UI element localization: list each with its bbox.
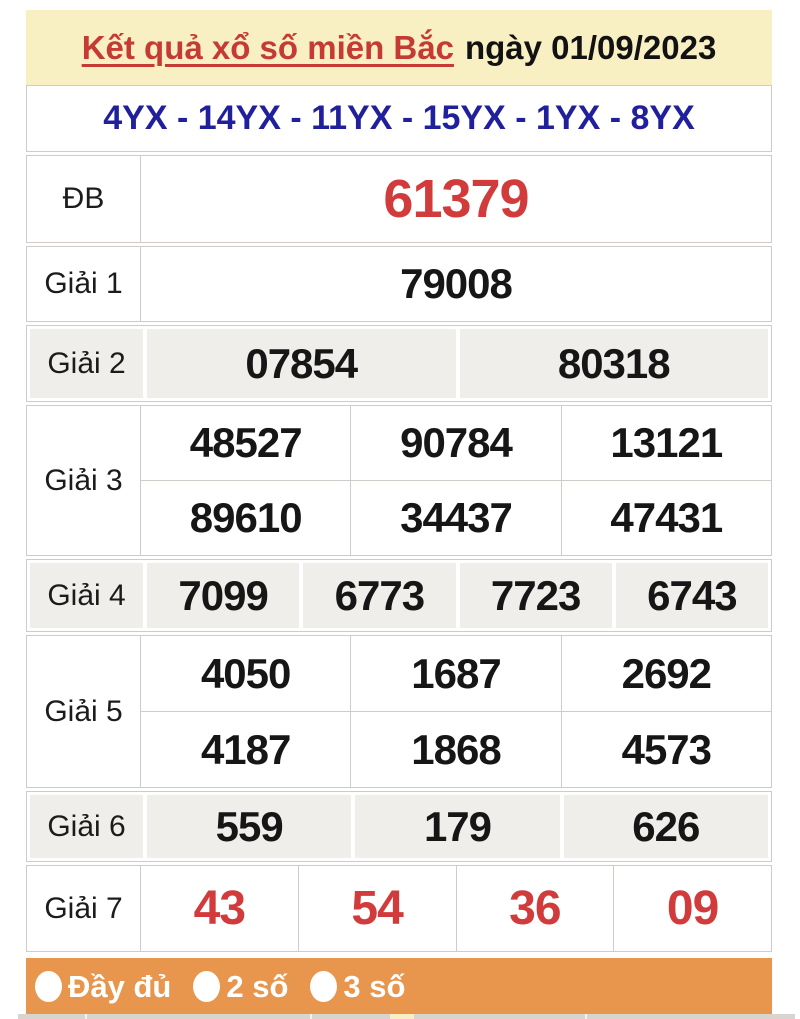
prize-number: 09 [613, 866, 771, 951]
prize-number: 4050 [200, 649, 291, 697]
prize-number: 2692 [561, 636, 771, 711]
prize-label: Giải 5 [27, 636, 141, 787]
prize-number: 79008 [400, 260, 512, 307]
prize-row-4 [26, 559, 772, 632]
prize-row-3 [26, 405, 772, 556]
prize-number: 626 [564, 795, 768, 858]
radio-icon[interactable] [35, 971, 62, 1002]
prize-number: 1687 [350, 636, 560, 711]
prize-label: ĐB [27, 156, 141, 242]
filter-option-label: 2 số [226, 968, 289, 1004]
prize-label: Giải 4 [30, 563, 143, 628]
prize-number: 7099 [147, 563, 299, 628]
prize-number: 6773 [303, 563, 455, 628]
prize-number: 48527 [189, 419, 302, 466]
prize-number: 36 [456, 866, 614, 951]
prize-number: 07854 [147, 329, 456, 398]
radio-icon[interactable] [193, 971, 220, 1002]
filter-option-label: Đầy đủ [68, 968, 172, 1004]
prize-number: 7723 [460, 563, 612, 628]
results-date: ngày 01/09/2023 [464, 28, 717, 66]
prize-row-5 [26, 635, 772, 788]
prize-number: 559 [147, 795, 351, 858]
filter-option-full[interactable] [35, 969, 171, 1005]
prize-number: 47431 [561, 481, 771, 555]
prize-number: 61379 [383, 169, 529, 229]
prize-label: Giải 3 [27, 406, 141, 555]
next-section-peek [18, 1014, 795, 1019]
station-codes-row [26, 85, 772, 152]
prize-row-6 [26, 791, 772, 862]
prize-number: 179 [355, 795, 559, 858]
prize-label: Giải 7 [27, 866, 141, 951]
prize-number: 34437 [350, 481, 560, 555]
results-table [26, 152, 772, 952]
lottery-results-panel [26, 10, 772, 1015]
prize-number: 1868 [350, 712, 560, 787]
prize-label: Giải 6 [30, 795, 143, 858]
prize-row-7 [26, 865, 772, 952]
filter-option-label: 3 số [343, 968, 406, 1004]
results-title-link[interactable]: Kết quả xổ số miền Bắc [81, 28, 454, 66]
prize-number: 89610 [189, 494, 302, 541]
results-header [26, 10, 772, 85]
prize-number: 43 [193, 882, 246, 935]
radio-icon[interactable] [310, 971, 337, 1002]
prize-label: Giải 2 [30, 329, 143, 398]
prize-row-1 [26, 246, 772, 322]
filter-option-3-digits[interactable] [310, 969, 405, 1005]
prize-number: 80318 [460, 329, 769, 398]
prize-label: Giải 1 [27, 247, 141, 321]
prize-number: 4573 [561, 712, 771, 787]
prize-number: 13121 [561, 406, 771, 480]
peek-divider [310, 1014, 312, 1019]
prize-row-2 [26, 325, 772, 402]
display-mode-bar [26, 958, 772, 1015]
filter-option-2-digits[interactable] [193, 969, 288, 1005]
prize-number: 6743 [616, 563, 768, 628]
peek-divider [85, 1014, 87, 1019]
peek-divider [585, 1014, 587, 1019]
prize-number: 4187 [200, 725, 291, 773]
prize-row-db [26, 155, 772, 243]
peek-notch [390, 1014, 414, 1019]
prize-number: 54 [298, 866, 456, 951]
station-codes-text: 4YX - 14YX - 11YX - 15YX - 1YX - 8YX [103, 99, 695, 137]
prize-number: 90784 [350, 406, 560, 480]
